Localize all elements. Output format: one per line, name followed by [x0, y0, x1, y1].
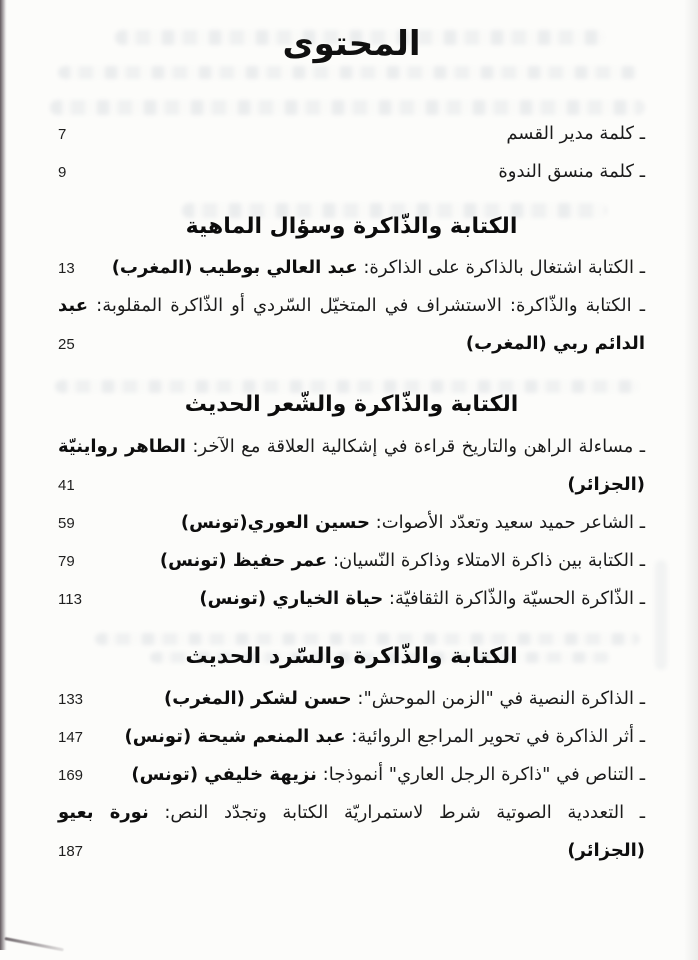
entry-author: عمر حفيظ (تونس)	[159, 549, 328, 571]
entry-text	[466, 333, 645, 355]
toc-entry-continuation	[58, 474, 645, 496]
entry-author: عبد المنعم شيحة (تونس)	[124, 725, 346, 747]
toc-entry	[58, 764, 645, 786]
page-number: 13	[58, 260, 75, 278]
book-spine-shadow-tail	[4, 937, 63, 951]
entry-text: ـ الكتابة بين ذاكرة الامتلاء وذاكرة النّسيان: عمر حفيظ (تونس)	[159, 549, 645, 571]
entry-author: (الجزائر)	[567, 473, 645, 495]
page-number: 113	[58, 590, 82, 608]
page-number: 147	[58, 728, 84, 746]
toc-entry	[58, 726, 645, 748]
toc-entry-continuation	[58, 840, 645, 862]
entry-text: ـ الكتابة اشتغال بالذاكرة على الذاكرة: عبد العالي بوطيب (المغرب)	[111, 257, 645, 279]
page-title: المحتوى	[282, 24, 421, 64]
section-heading: الكتابة والذّاكرة وسؤال الماهية	[185, 213, 518, 239]
toc-section-front	[58, 123, 645, 183]
page-number: 187	[58, 842, 84, 860]
dot-leader	[88, 480, 562, 496]
page-number: 7	[58, 125, 67, 143]
page-number: 25	[58, 336, 75, 354]
entry-text: ـ التعددية الصوتية شرط لاستمراريّة الكتابة وتجدّد النص: نورة بعيو	[58, 801, 645, 823]
entry-author: عبد العالي بوطيب (المغرب)	[111, 257, 358, 279]
dot-leader	[88, 263, 107, 279]
toc-content	[58, 0, 645, 878]
entry-text	[567, 474, 645, 496]
toc-entry	[58, 512, 645, 534]
entry-text	[567, 840, 645, 862]
entry-text: ـ كلمة منسق الندوة	[498, 160, 645, 182]
page-number: 79	[58, 552, 75, 570]
bleed-through-smudge	[655, 560, 667, 670]
dot-leader	[88, 732, 119, 748]
page-number: 133	[58, 690, 84, 708]
entry-text: ـ أثر الذاكرة في تحوير المراجع الروائية: عبد المنعم شيحة (تونس)	[124, 725, 645, 747]
page-number: 59	[58, 514, 75, 532]
toc-entry	[58, 688, 645, 710]
toc-entry	[58, 161, 645, 183]
dot-leader	[88, 846, 562, 862]
entry-text: ـ الكتابة والذّاكرة: الاستشراف في المتخيّل السّردي أو الذّاكرة المقلوبة: عبد	[58, 295, 645, 317]
dot-leader	[88, 339, 461, 355]
toc-entry-wrapped-line	[58, 802, 645, 824]
entry-text: ـ مساءلة الراهن والتاريخ قراءة في إشكالية العلاقة مع الآخر: الطاهر رواينيّة	[58, 435, 645, 457]
page-number: 41	[58, 476, 75, 494]
entry-author: حسن لشكر (المغرب)	[164, 687, 352, 709]
toc-entry	[58, 257, 645, 279]
entry-author: حياة الخياري (تونس)	[199, 587, 384, 609]
toc-entry	[58, 123, 645, 145]
dot-leader	[88, 694, 159, 710]
toc-section	[58, 391, 645, 610]
entry-text: ـ الشاعر حميد سعيد وتعدّد الأصوات: حسين العوري(تونس)	[180, 511, 645, 533]
entry-text: ـ التناص في "ذاكرة الرجل العاري" أنموذجا: نزيهة خليفي (تونس)	[131, 763, 645, 785]
entry-author: نزيهة خليفي (تونس)	[131, 763, 317, 785]
entry-author: عبد	[58, 295, 89, 317]
entry-author: الدائم ربي (المغرب)	[465, 333, 645, 355]
dot-leader	[88, 518, 176, 534]
entry-author: (الجزائر)	[567, 839, 645, 861]
toc-section	[58, 213, 645, 356]
toc-entry-wrapped-line	[58, 436, 645, 458]
toc-entry-continuation	[58, 333, 645, 355]
page-number: 9	[58, 163, 67, 181]
dot-leader	[88, 167, 493, 183]
section-heading: الكتابة والذّاكرة والشّعر الحديث	[184, 392, 519, 418]
dot-leader	[88, 594, 194, 610]
toc-entry	[58, 550, 645, 572]
page-edge-shade	[684, 0, 698, 960]
entry-author: نورة بعيو	[58, 801, 149, 823]
entry-author: حسين العوري(تونس)	[180, 511, 370, 533]
entry-text: ـ كلمة مدير القسم	[506, 122, 645, 144]
toc-entry	[58, 588, 645, 610]
entry-text: ـ الذّاكرة الحسيّة والذّاكرة الثقافيّة: حياة الخياري (تونس)	[199, 587, 645, 609]
dot-leader	[88, 556, 155, 572]
dot-leader	[88, 129, 501, 145]
dot-leader	[88, 770, 126, 786]
toc-section	[58, 643, 645, 862]
section-heading: الكتابة والذّاكرة والسّرد الحديث	[185, 643, 518, 669]
entry-author: الطاهر رواينيّة	[58, 435, 186, 457]
entry-text: ـ الذاكرة النصية في "الزمن الموحش": حسن لشكر (المغرب)	[164, 687, 645, 709]
toc-entry-wrapped-line	[58, 295, 645, 317]
page-number: 169	[58, 766, 84, 784]
book-spine-shadow	[0, 0, 7, 950]
